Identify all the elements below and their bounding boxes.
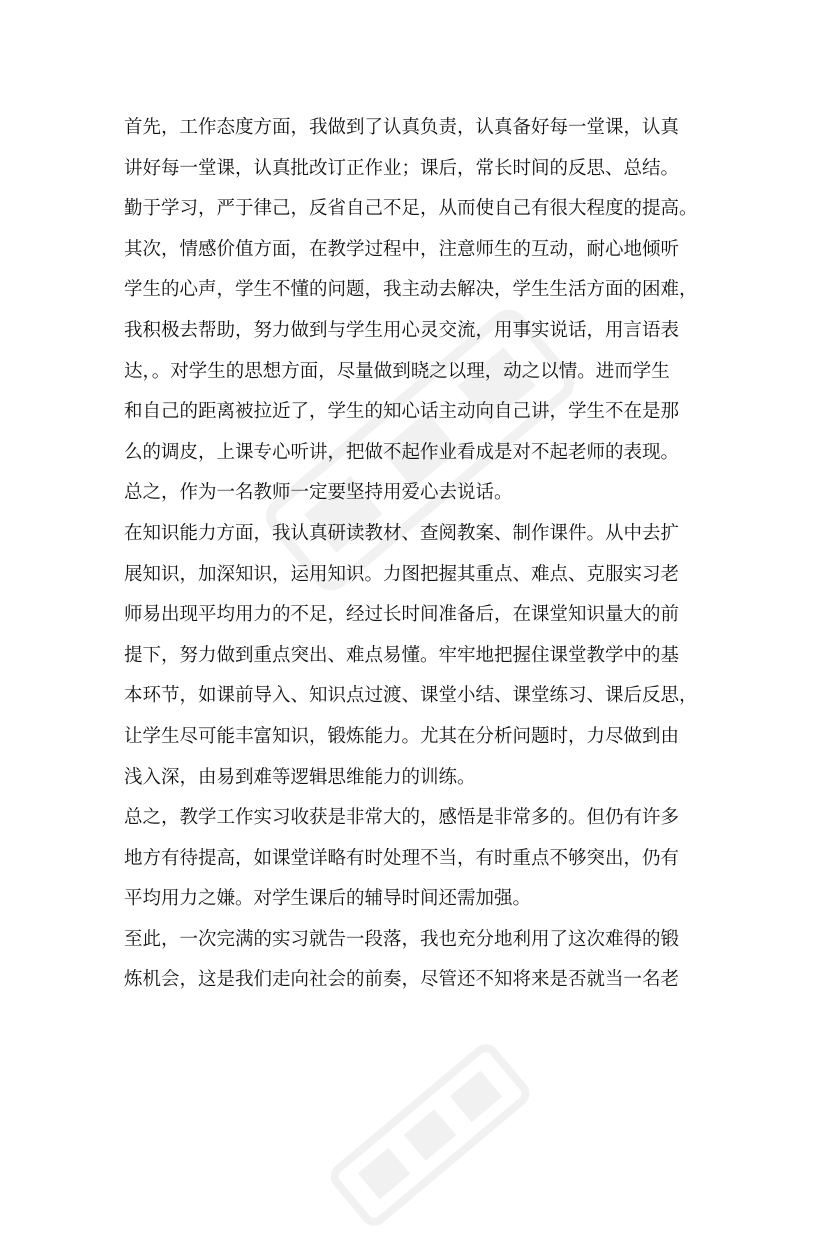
text-line: 其次，情感价值方面，在教学过程中，注意师生的互动，耐心地倾听	[124, 238, 680, 260]
text-line: 展知识，加深知识，运用知识。力图把握其重点、难点、克服实习老	[124, 563, 680, 585]
text-line: 炼机会，这是我们走向社会的前奏，尽管还不知将来是否就当一名老	[124, 969, 680, 991]
text-line: 在知识能力方面，我认真研读教材、查阅教案、制作课件。从中去扩	[124, 522, 680, 544]
text-line: 师易出现平均用力的不足，经过长时间准备后，在课堂知识量大的前	[124, 604, 680, 626]
text-line: 本环节，如课前导入、知识点过渡、课堂小结、课堂练习、课后反思，	[124, 685, 698, 707]
text-line: 浅入深，由易到难等逻辑思维能力的训练。	[124, 766, 476, 788]
text-line: 学生的心声，学生不懂的问题，我主动去解决，学生生活方面的困难，	[124, 279, 698, 301]
text-line: 么的调皮，上课专心听讲，把做不起作业看成是对不起老师的表现。	[124, 441, 680, 463]
text-line: 总之，教学工作实习收获是非常大的，感悟是非常多的。但仍有许多	[124, 807, 680, 829]
text-line: 平均用力之嫌。对学生课后的辅导时间还需加强。	[124, 888, 532, 910]
text-line: 总之，作为一名教师一定要坚持用爱心去说话。	[124, 482, 513, 504]
text-line: 和自己的距离被拉近了，学生的知心话主动向自己讲，学生不在是那	[124, 401, 680, 423]
text-line: 让学生尽可能丰富知识，锻炼能力。尤其在分析问题时，力尽做到由	[124, 725, 680, 747]
text-line: 地方有待提高，如课堂详略有时处理不当，有时重点不够突出，仍有	[124, 847, 680, 869]
text-line: 勤于学习，严于律己，反省自己不足，从而使自己有很大程度的提高。	[124, 198, 698, 220]
body-text	[124, 108, 714, 1001]
text-line: 讲好每一堂课，认真批改订正作业；课后，常长时间的反思、总结。	[124, 157, 680, 179]
text-line: 我积极去帮助，努力做到与学生用心灵交流，用事实说话，用言语表	[124, 319, 680, 341]
text-line: 至此，一次完满的实习就告一段落，我也充分地利用了这次难得的锻	[124, 928, 680, 950]
text-line: 达，。对学生的思想方面，尽量做到晓之以理，动之以情。进而学生	[124, 360, 670, 382]
text-line: 提下，努力做到重点突出、难点易懂。牢牢地把握住课堂教学中的基	[124, 644, 680, 666]
text-line: 首先，工作态度方面，我做到了认真负责，认真备好每一堂课，认真	[124, 117, 680, 138]
watermark-icon	[317, 1030, 543, 1240]
